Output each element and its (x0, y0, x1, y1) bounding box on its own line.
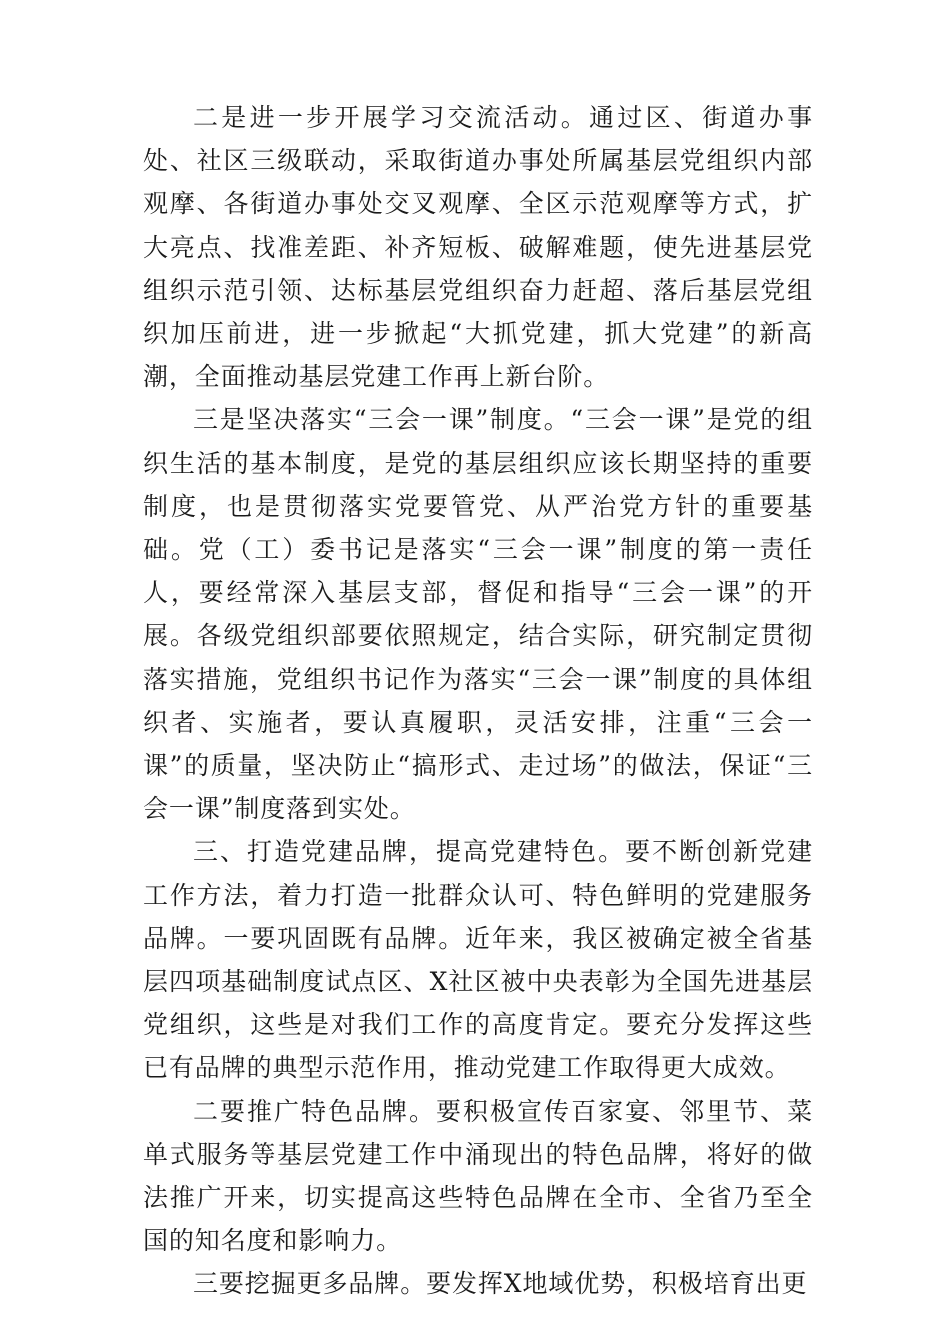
paragraph-party-brand: 三、打造党建品牌，提高党建特色。要不断创新党建工作方法，着力打造一批群众认可、特色鲜明的党建服务品牌。一要巩固既有品牌。近年来，我区被确定被全省基层四项基础制度试点区、X社区被中央表彰为全国先进基层党组织，这些是对我们工作的高度肯定。要充分发挥这些已有品牌的典型示范作用，推动党建工作取得更大成效。 (143, 837, 813, 1083)
document-body (143, 96, 813, 1306)
paragraph-exchange-activities: 二是进一步开展学习交流活动。通过区、街道办事处、社区三级联动，采取街道办事处所属基层党组织内部观摩、各街道办事处交叉观摩、全区示范观摩等方式，扩大亮点、找准差距、补齐短板、破解难题，使先进基层党组织示范引领、达标基层党组织奋力赶超、落后基层党组织加压前进，进一步掀起“大抓党建，抓大党建”的新高潮，全面推动基层党建工作再上新台阶。 (143, 103, 813, 392)
paragraph-three-meetings-one-lesson: 三是坚决落实“三会一课”制度。“三会一课”是党的组织生活的基本制度，是党的基层组织应该长期坚持的重要制度，也是贯彻落实党要管党、从严治党方针的重要基础。党（工）委书记是落实“三会一课”制度的第一责任人，要经常深入基层支部，督促和指导“三会一课”的开展。各级党组织部要依照规定，结合实际，研究制定贯彻落实措施，党组织书记作为落实“三会一课”制度的具体组织者、实施者，要认真履职，灵活安排，注重“三会一课”的质量，坚决防止“搞形式、走过场”的做法，保证“三会一课”制度落到实处。 (143, 405, 813, 824)
paragraph-promote-brand: 二要推广特色品牌。要积极宣传百家宴、邻里节、菜单式服务等基层党建工作中涌现出的特色品牌，将好的做法推广开来，切实提高这些特色品牌在全市、全省乃至全国的知名度和影响力。 (143, 1096, 813, 1256)
paragraph-more-brands: 三要挖掘更多品牌。要发挥X地域优势，积极培育出更 (193, 1269, 808, 1299)
